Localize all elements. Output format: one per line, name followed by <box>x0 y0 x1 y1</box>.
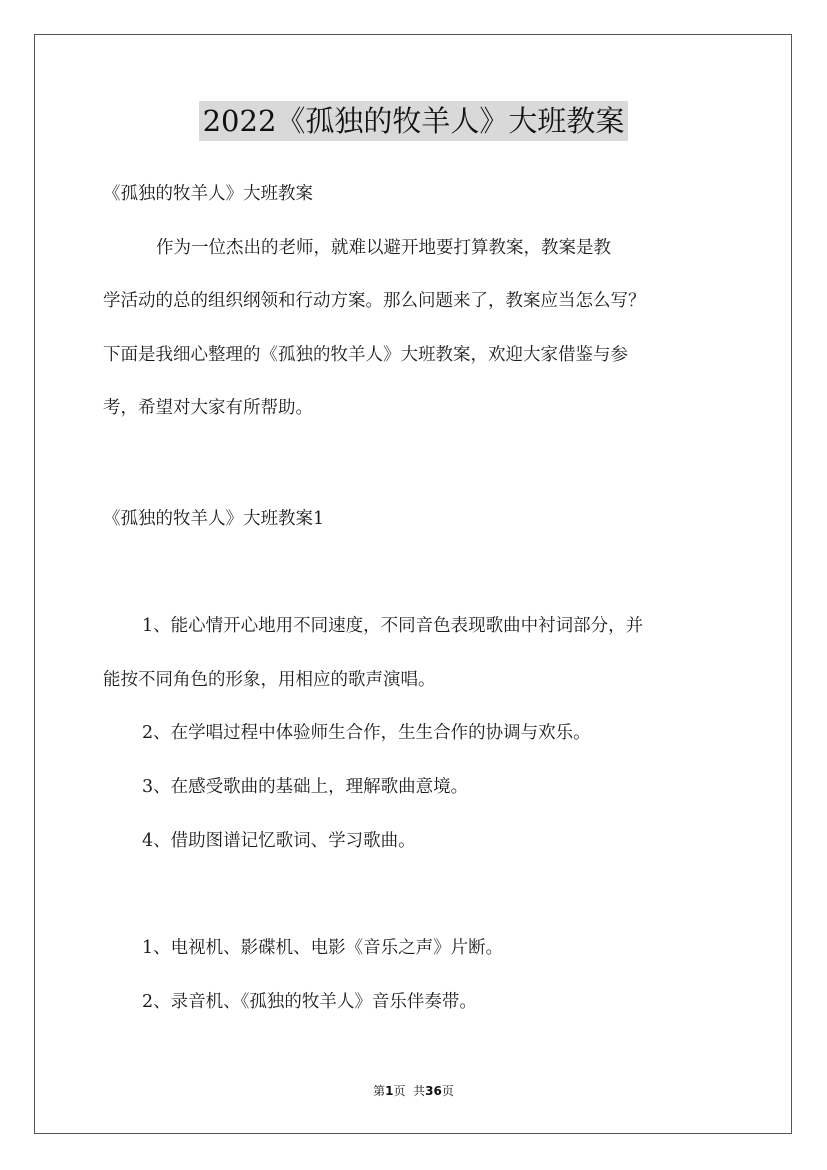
page-number-footer <box>0 1083 827 1099</box>
document-subtitle: 《孤独的牧羊人》大班教案 <box>103 184 313 204</box>
material-item: 2、录音机、《孤独的牧羊人》音乐伴奏带。 <box>142 992 477 1012</box>
intro-paragraph-line: 学活动的总的组织纲领和行动方案。那么问题来了，教案应当怎么写？ <box>103 291 646 311</box>
goal-item-continuation: 能按不同角色的形象，用相应的歌声演唱。 <box>103 670 436 690</box>
footer-prefix: 第 <box>373 1084 386 1098</box>
document-title: 2022《孤独的牧羊人》大班教案 <box>199 101 628 141</box>
goal-item: 2、在学唱过程中体验师生合作，生生合作的协调与欢乐。 <box>142 723 591 743</box>
intro-paragraph-line: 下面是我细心整理的《孤独的牧羊人》大班教案，欢迎大家借鉴与参 <box>103 345 628 365</box>
footer-middle: 页 共 <box>393 1084 426 1098</box>
total-pages-number: 36 <box>425 1084 442 1098</box>
goal-item: 1、能心情开心地用不同速度，不同音色表现歌曲中衬词部分，并 <box>142 616 644 636</box>
section-heading: 《孤独的牧羊人》大班教案1 <box>103 509 325 529</box>
goal-item: 3、在感受歌曲的基础上，理解歌曲意境。 <box>142 777 469 797</box>
material-item: 1、电视机、影碟机、电影《音乐之声》片断。 <box>142 938 504 958</box>
current-page-number: 1 <box>385 1084 394 1098</box>
goal-item: 4、借助图谱记忆歌词、学习歌曲。 <box>142 831 416 851</box>
footer-suffix: 页 <box>441 1084 454 1098</box>
intro-paragraph-line: 作为一位杰出的老师，就难以避开地要打算教案，教案是教 <box>156 238 611 258</box>
intro-paragraph-line: 考，希望对大家有所帮助。 <box>103 398 313 418</box>
